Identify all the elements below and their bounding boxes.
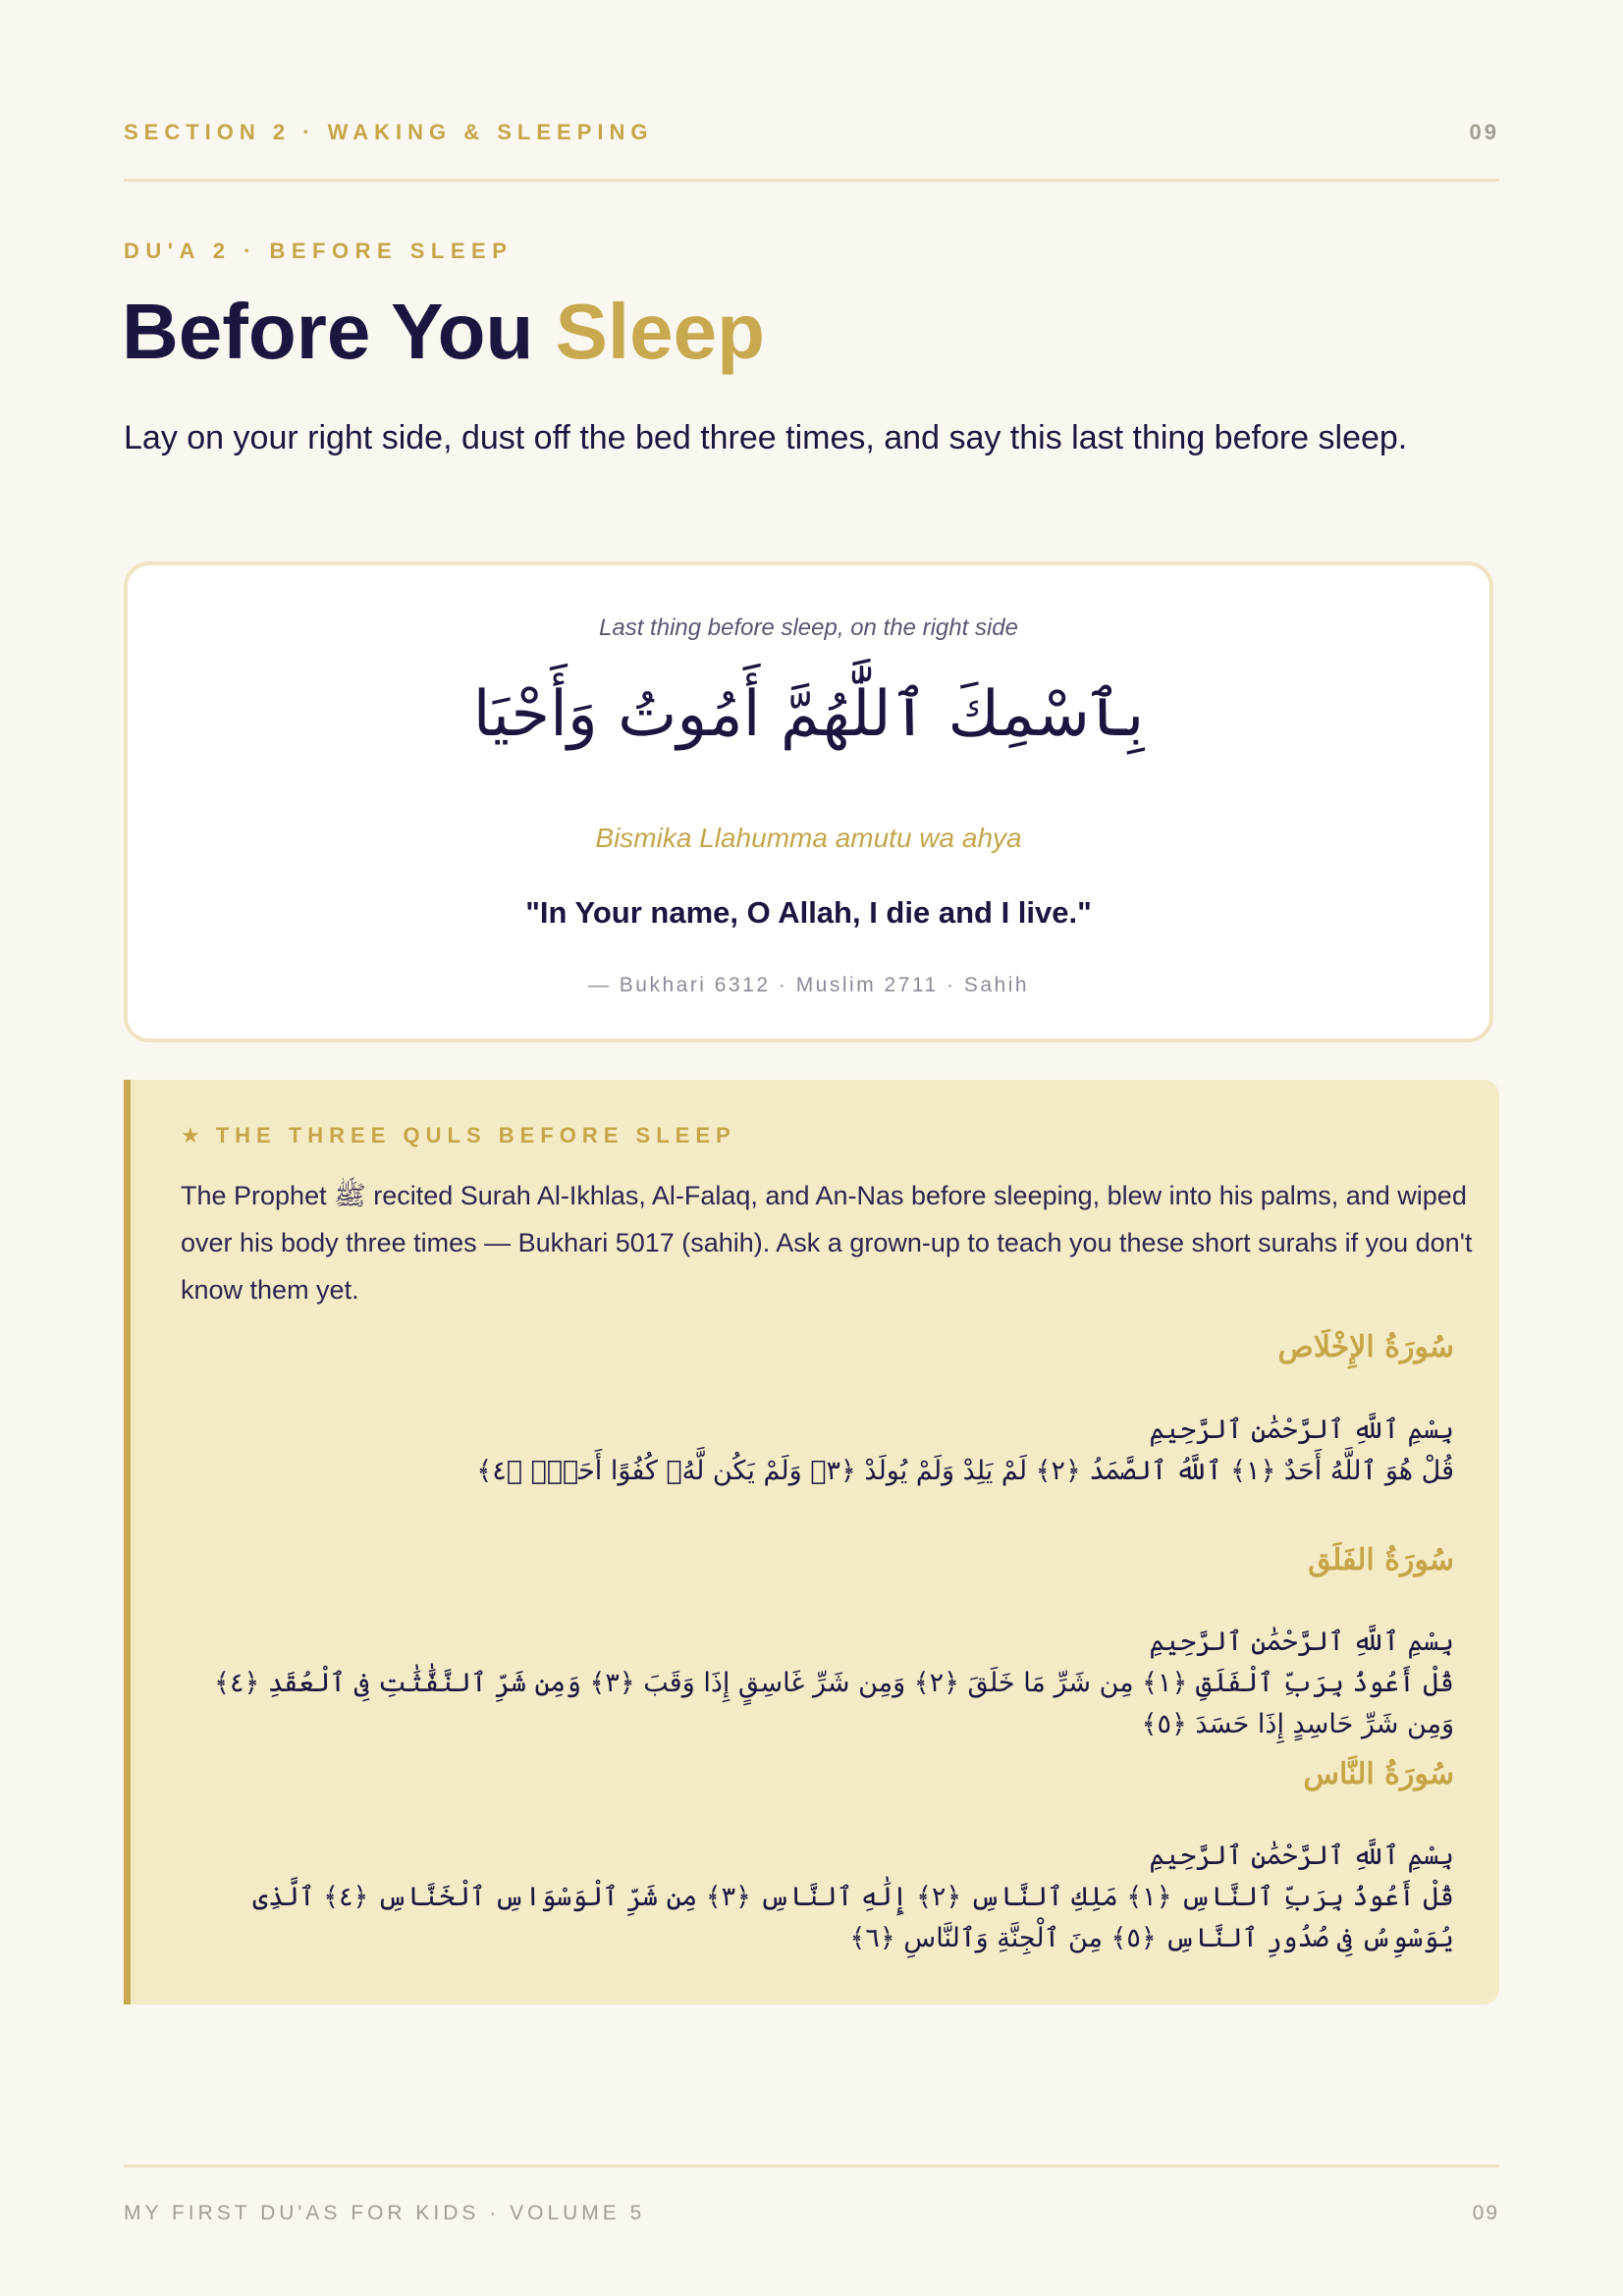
dua-transliteration: Bismika Llahumma amutu wa ahya <box>595 823 1022 853</box>
section-label: SECTION 2 · WAKING & SLEEPING <box>124 120 654 144</box>
dua-card <box>124 561 1493 1042</box>
page-title <box>122 288 765 375</box>
quls-heading <box>181 1123 736 1148</box>
page-header <box>124 116 1499 182</box>
surah-ikhlas-bismillah: بِسْمِ ٱللَّهِ ٱلرَّحْمَٰنِ ٱلرَّحِيمِ <box>1149 1415 1454 1445</box>
surah-nas-verses: قُلْ أَعُوذُ بِرَبِّ ٱلنَّاسِ ﴿١﴾ مَلِكِ ٱلنَّاسِ ﴿٢﴾ إِلَٰهِ ٱلنَّاسِ ﴿٣﴾ مِن شَرِّ ٱلْوَسْوَاسِ ٱلْخَنَّاسِ ﴿٤﴾ ٱلَّذِى يُوَسْوِسُ فِى صُدُورِ ٱلنَّاسِ ﴿٥﴾ مِنَ ٱلْجِنَّةِ وَٱلنَّاسِ ﴿٦﴾ <box>252 1882 1454 1953</box>
title-main: Before You <box>122 288 556 375</box>
footer-book-title: MY FIRST DU'AS FOR KIDS · VOLUME 5 <box>124 2202 646 2224</box>
surah-ikhlas-text <box>180 1410 1454 1492</box>
quls-description: The Prophet ﷺ recited Surah Al-Ikhlas, Al-Falaq, and An-Nas before sleeping, blew into his palms, and wiped over his body three times — Bukhari 5017 (sahih). Ask a grown-up to teach you these short surahs if you don't know them yet. <box>181 1181 1473 1305</box>
dua-arabic: بِٱسْمِكَ ٱللَّٰهُمَّ أَمُوتُ وَأَحْيَا <box>472 678 1145 751</box>
star-icon: ★ <box>181 1123 200 1148</box>
surah-nas-title: سُورَةُ النَّاس <box>1303 1757 1454 1791</box>
surah-falaq-verses: قُلْ أَعُوذُ بِرَبِّ ٱلْفَلَقِ ﴿١﴾ مِن شَرِّ مَا خَلَقَ ﴿٢﴾ وَمِن شَرِّ غَاسِقٍ إِذَا وَقَبَ ﴿٣﴾ وَمِن شَرِّ ٱلنَّفَّٰثَٰتِ فِى ٱلْعُقَدِ ﴿٤﴾ وَمِن شَرِّ حَاسِدٍ إِذَا حَسَدَ ﴿٥﴾ <box>214 1668 1454 1739</box>
dua-eyebrow: DU'A 2 · BEFORE SLEEP <box>124 239 514 263</box>
surah-falaq-title: سُورَةُ الفَلَق <box>1308 1543 1454 1577</box>
surah-ikhlas-verses: قُلْ هُوَ ٱللَّهُ أَحَدٌ ﴿١﴾ ٱللَّهُ ٱلصَّمَدُ ﴿٢﴾ لَمْ يَلِدْ وَلَمْ يُولَدْ ﴿٣﴾ وَلَمْ يَكُن لَّهُۥ كُفُوًا أَحَدٌۢ ﴿٤﴾ <box>476 1456 1454 1486</box>
page-footer <box>124 2164 1499 2224</box>
dua-meaning: "In Your name, O Allah, I die and I live." <box>525 895 1092 930</box>
page-number-top: 09 <box>1469 120 1499 144</box>
dua-context: Last thing before sleep, on the right side <box>599 614 1018 641</box>
intro-text: Lay on your right side, dust off the bed three times, and say this last thing before sleep. <box>124 419 1408 456</box>
surah-falaq-bismillah: بِسْمِ ٱللَّهِ ٱلرَّحْمَٰنِ ٱلرَّحِيمِ <box>1149 1627 1454 1657</box>
quls-heading-label: THE THREE QULS BEFORE SLEEP <box>215 1123 736 1148</box>
surah-ikhlas-title: سُورَةُ الإِخْلَاص <box>1277 1330 1454 1364</box>
title-accent: Sleep <box>555 288 765 375</box>
surah-nas-bismillah: بِسْمِ ٱللَّهِ ٱلرَّحْمَٰنِ ٱلرَّحِيمِ <box>1149 1841 1454 1871</box>
surah-nas-text <box>180 1836 1454 1959</box>
surah-falaq-text <box>180 1622 1454 1745</box>
dua-source: — Bukhari 6312 · Muslim 2711 · Sahih <box>587 974 1030 996</box>
page-number-bottom: 09 <box>1472 2202 1499 2224</box>
three-quls-note <box>124 1080 1499 2004</box>
